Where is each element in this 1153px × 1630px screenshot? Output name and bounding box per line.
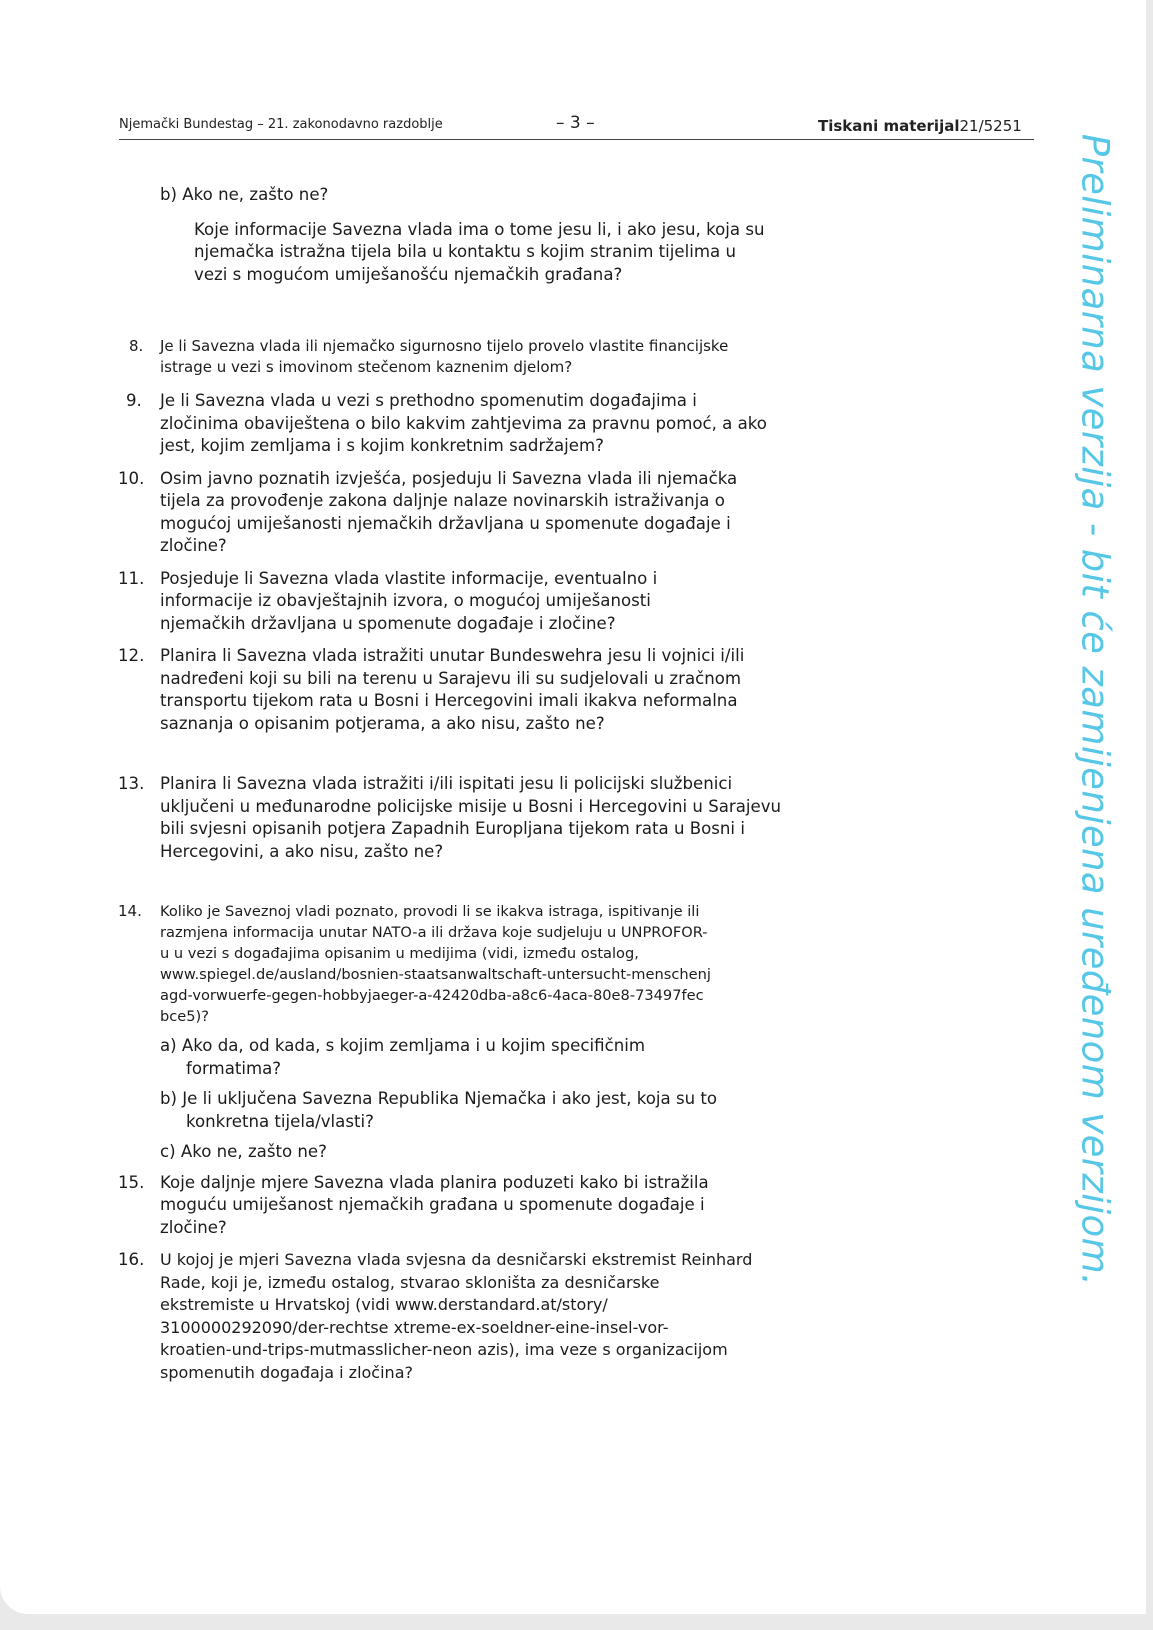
sub-item-a-cont: formatima? [186,1058,282,1078]
sub-item-b-cont: konkretna tijela/vlasti? [186,1111,374,1131]
question-text: Je li Savezna vlada ili njemačko sigurnosno tijelo provelo vlastite financijske istrage u vezi s imovinom stečenom kaznenim djelom? [160,337,729,376]
sub-item-a: a) Ako da, od kada, s kojim zemljama i u kojim specifičnim [160,1036,645,1055]
paragraph-prev: Koje informacije Savezna vlada ima o tome jesu li, i ako jesu, koja su njemačka istražna tijela bila u kontaktu s kojim stranim tijelima u vezi s mogućom umiješanošću njemačkih građana? [194,219,765,284]
line: ekstremiste u Hrvatskoj (vidi www.derstandard.at/story/ [160,1295,608,1314]
question-number: 15. [118,1172,145,1192]
url-line: kroatien-und-trips-mutmasslicher-neon azis), ima veze s organizacijom [160,1340,728,1359]
question-13 [118,773,798,863]
question-text [160,1249,780,1384]
url-line: agd-vorwuerfe-gegen-hobbyjaeger-a-42420dba-a8c6-4aca-80e8-73497fec [160,987,704,1004]
doc-label: Tiskani materijal [818,117,960,135]
question-14-b [118,1088,798,1133]
question-number: 12. [118,646,145,665]
line: U kojoj je mjeri Savezna vlada svjesna da desničarski ekstremist Reinhard [160,1250,753,1269]
question-text [160,901,800,1027]
question-text: Osim javno poznatih izvješća, posjeduju li Savezna vlada ili njemačka tijela za provođenje zakona daljnje nalaze novinarskih istraživanja o mogućoj umiješanosti njemačkih državljana u spomenute događaje i zločine? [160,468,738,555]
question-text: Posjeduje li Savezna vlada vlastite informacije, eventualno i informacije iz obavještajnih izvora, o mogućoj umiješanosti njemačkih državljana u spomenute događaje i zločine? [160,568,658,633]
line: razmjena informacija unutar NATO-a ili država koje sudjeluju u UNPROFOR- [160,924,708,941]
question-11 [118,568,798,636]
question-text: Planira li Savezna vlada istražiti unutar Bundeswehra jesu li vojnici i/ili nadređeni koji su bili na terenu u Sarajevu ili su sudjelovali u zračnom transportu tijekom rata u Bosni i Hercegovini imali ikakva neformalna saznanja o opisanim potjerama, a ako nisu, zašto ne? [160,646,745,733]
question-12 [118,645,798,735]
url-line: www.spiegel.de/ausland/bosnien-staatsanwaltschaft-untersucht-menschenj [160,966,711,983]
doc-number: 21/5251 [959,117,1022,135]
question-text: Je li Savezna vlada u vezi s prethodno spomenutim događajima i zločinima obaviještena o bilo kakvim zahtjevima za pravnu pomoć, a ako jest, kojim zemljama i s kojim konkretnim sadržajem? [160,391,767,455]
header-right [818,117,1022,135]
page-number: – 3 – [556,113,595,133]
sub-item-b: b) Je li uključena Savezna Republika Njemačka i ako jest, koja su to [160,1089,718,1108]
question-14 [118,901,798,1027]
question-15 [118,1172,798,1240]
question-number: 10. [118,468,145,488]
question-10 [118,468,798,558]
line: Rade, koji je, između ostalog, stvarao skloništa za desničarske [160,1272,660,1292]
question-number: 13. [118,774,145,793]
url-line: 3100000292090/der-rechtse xtreme-ex-soeldner-eine-insel-vor- [160,1317,669,1337]
sub-item-c: c) Ako ne, zašto ne? [160,1142,327,1161]
preliminary-watermark: Preliminarna verzija - bit će zamijenjena uređenom verzijom. [1073,133,1117,1287]
question-number: 8. [129,337,144,355]
header-left: Njemački Bundestag – 21. zakonodavno razdoblje [119,117,443,132]
line: spomenutih događaja i zločina? [160,1362,413,1382]
question-9 [118,390,798,458]
question-text: Koje daljnje mjere Savezna vlada planira poduzeti kako bi istražila moguću umiješanost njemačkih građana u spomenute događaje i zločine? [160,1172,709,1237]
question-number: 14. [118,902,142,920]
question-number: 16. [118,1250,145,1269]
question-text: Planira li Savezna vlada istražiti i/ili ispitati jesu li policijski službenici uključeni u međunarodne policijske misije u Bosni i Hercegovini u Sarajevu bili svjesni opisanih potjera Zapadnih Europljana tijekom rata u Bosni i Hercegovini, a ako nisu, zašto ne? [160,774,782,861]
line: Koliko je Saveznoj vladi poznato, provodi li se ikakva istraga, ispitivanje ili [160,903,700,920]
question-16 [118,1249,798,1384]
line: bce5)? [160,1008,209,1025]
question-number: 9. [126,391,142,410]
question-number: 11. [118,568,145,588]
question-8 [118,336,798,378]
header-rule [119,139,1034,140]
document-body [118,184,798,1384]
line: u u vezi s događajima opisanim u medijima (vidi, između ostalog, [160,945,639,962]
question-14-a [118,1035,798,1080]
item-b-prev: b) Ako ne, zašto ne? [160,185,329,204]
